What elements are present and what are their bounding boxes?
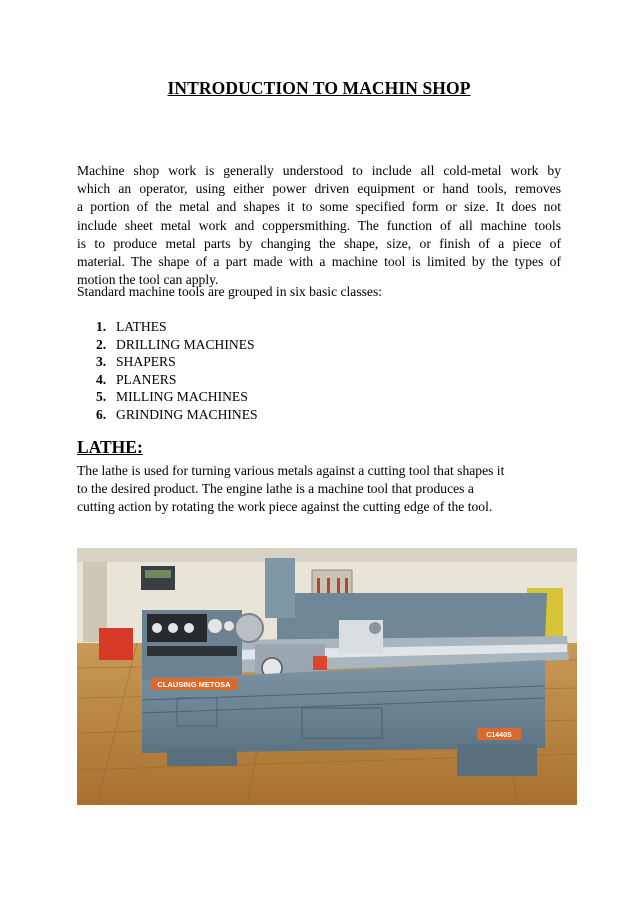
intro-line: is to produce metal parts by changing the shape, size, or finish of a piece of	[77, 235, 561, 251]
intro-line: motion the tool can apply.	[77, 272, 219, 288]
intro-line: a portion of the metal and shapes it to some specified form or size. It does not	[77, 199, 561, 215]
intro-line: Machine shop work is generally understood to include all cold-metal work by	[77, 163, 561, 178]
lathe-heading: LATHE:	[77, 437, 143, 457]
list-item	[96, 318, 258, 336]
list-item	[96, 353, 258, 371]
lathe-line: cutting action by rotating the work piece against the cutting edge of the tool.	[77, 499, 493, 515]
list-label: DRILLING MACHINES	[116, 336, 255, 352]
classes-intro: Standard machine tools are grouped in six basic classes:	[77, 284, 383, 299]
dro-screen	[145, 570, 171, 578]
lathe-photo	[77, 548, 577, 805]
intro-line: include sheet metal work and coppersmithing. The function of all machine tools	[77, 217, 561, 233]
brand-plate-text: CLAUSING METOSA	[157, 680, 231, 689]
intro-line: which an operator, using either power driven equipment or hand tools, removes	[77, 181, 561, 197]
list-number: 2.	[96, 336, 107, 352]
chip-guard	[277, 593, 547, 640]
machine-class-list	[96, 318, 258, 424]
list-item	[96, 388, 258, 406]
list-number: 1.	[96, 319, 107, 334]
apron-label	[313, 656, 327, 670]
list-label: SHAPERS	[116, 354, 176, 370]
tailstock-wheel	[369, 622, 381, 634]
list-label: MILLING MACHINES	[116, 389, 248, 405]
intro-paragraph	[77, 162, 561, 289]
right-pedestal	[457, 744, 537, 776]
list-item	[96, 336, 258, 354]
page-title: INTRODUCTION TO MACHIN SHOP	[167, 78, 471, 98]
list-label: PLANERS	[116, 371, 177, 387]
intro-line: material. The shape of a part made with a machine tool is limited by the types of	[77, 254, 561, 270]
list-number: 3.	[96, 354, 107, 370]
list-item	[96, 406, 258, 424]
lathe-paragraph	[77, 462, 567, 517]
chuck-guard	[265, 558, 295, 618]
lathe-line: The lathe is used for turning various metals against a cutting tool that shapes it	[77, 463, 505, 478]
list-item	[96, 371, 258, 389]
list-number: 5.	[96, 389, 107, 405]
speed-plate	[147, 646, 237, 656]
wall-trim	[77, 548, 577, 562]
list-label: LATHES	[116, 319, 167, 334]
model-plate-text: C1440S	[486, 732, 512, 739]
left-pedestal	[167, 748, 237, 766]
lathe-chuck	[235, 614, 263, 642]
lathe-line: to the desired product. The engine lathe is a machine tool that produces a	[77, 481, 474, 497]
list-number: 4.	[96, 371, 107, 387]
list-number: 6.	[96, 406, 107, 422]
red-toolbox	[99, 628, 133, 660]
list-label: GRINDING MACHINES	[116, 406, 258, 422]
